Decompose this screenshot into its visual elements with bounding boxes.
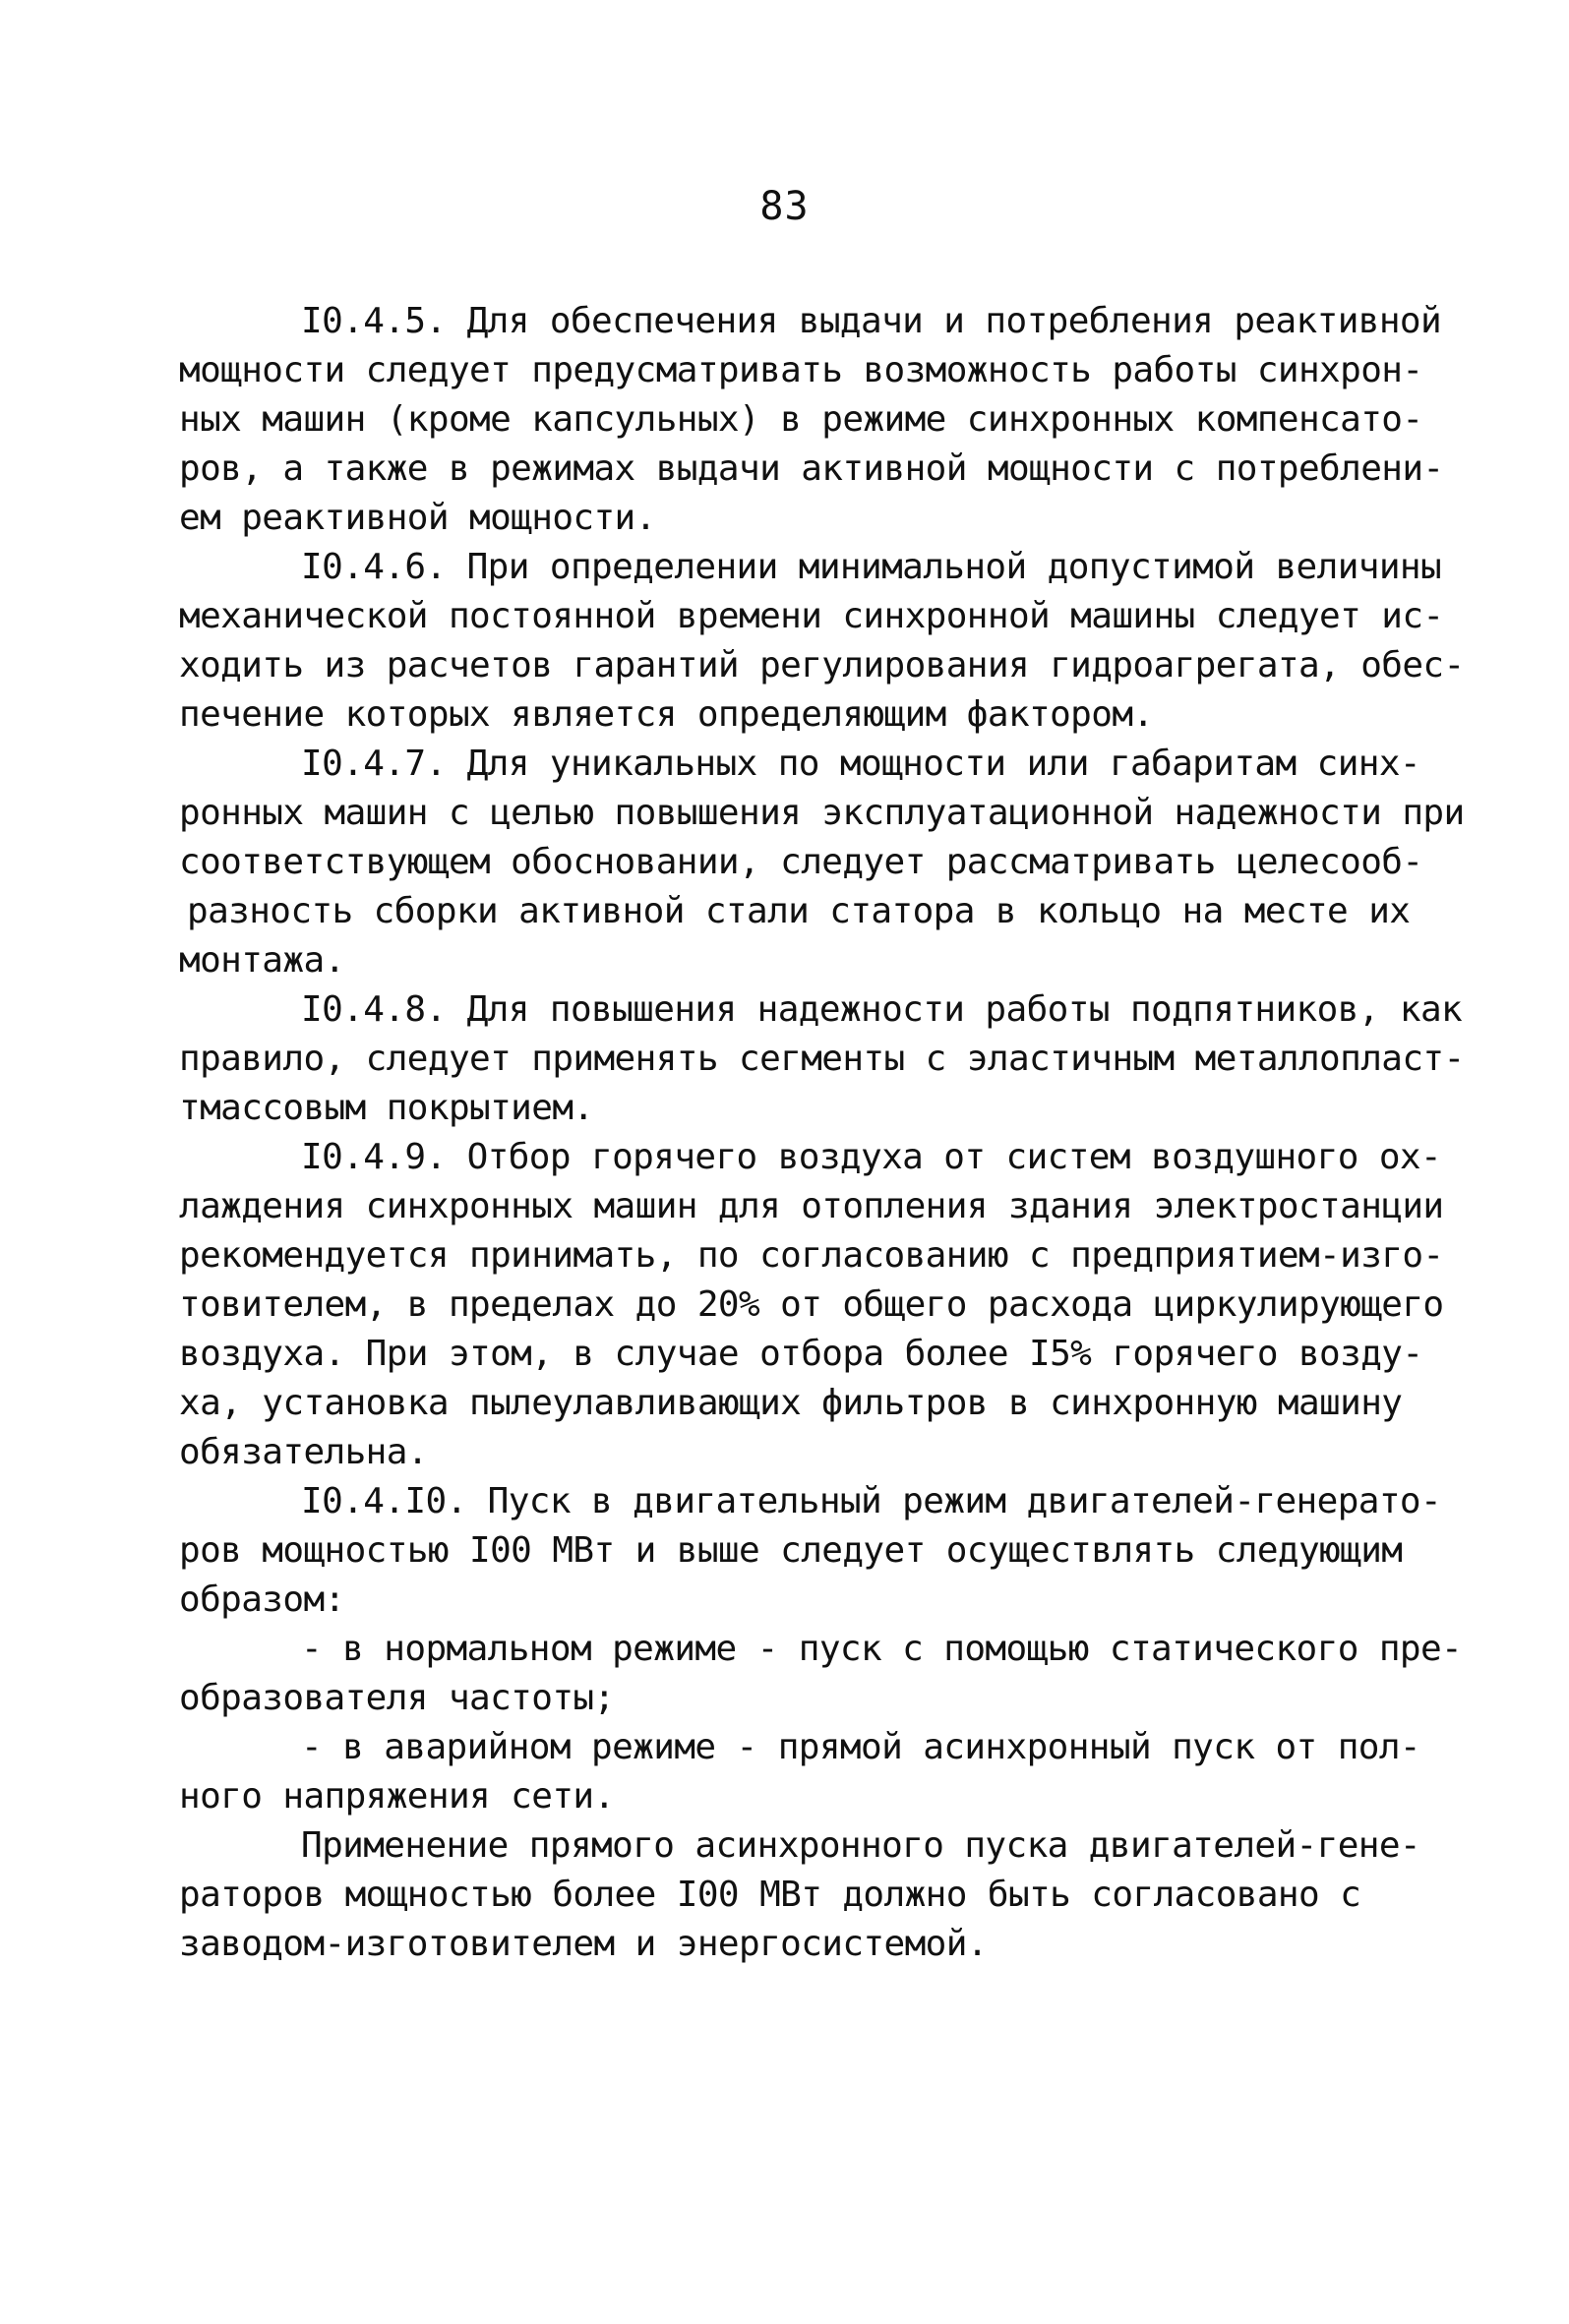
text-line: мощности следует предусматривать возможность работы синхрон- bbox=[179, 350, 1423, 390]
text-line: товителем, в пределах до 20% от общего расхода циркулирующего bbox=[179, 1284, 1444, 1325]
text-line: I0.4.9. Отбор горячего воздуха от систем воздушного ох- bbox=[301, 1137, 1442, 1177]
text-line: обязательна. bbox=[179, 1432, 428, 1472]
text-line: I0.4.8. Для повышения надежности работы подпятников, как bbox=[301, 989, 1463, 1030]
text-line: монтажа. bbox=[179, 940, 345, 981]
text-line: ров мощностью I00 МВт и выше следует осуществлять следующим bbox=[179, 1530, 1403, 1571]
text-line: ем реактивной мощности. bbox=[179, 498, 656, 538]
text-line: раторов мощностью более I00 МВт должно быть согласовано с bbox=[179, 1875, 1361, 1915]
text-line: механической постоянной времени синхронной машины следует ис- bbox=[179, 596, 1444, 636]
text-line: ронных машин с целью повышения эксплуатационной надежности при bbox=[179, 793, 1465, 833]
text-line: - в аварийном режиме - прямой асинхронный пуск от пол- bbox=[301, 1727, 1420, 1767]
text-line: - в нормальном режиме - пуск с помощью статического пре- bbox=[301, 1629, 1463, 1669]
text-line: соответствующем обосновании, следует рассматривать целесооб- bbox=[179, 842, 1423, 882]
document-body bbox=[179, 297, 1465, 1969]
text-line: правило, следует применять сегменты с эластичным металлопласт- bbox=[179, 1039, 1465, 1079]
text-line: разность сборки активной стали статора в кольцо на месте их bbox=[187, 891, 1411, 931]
text-line: I0.4.7. Для уникальных по мощности или габаритам синх- bbox=[301, 744, 1420, 784]
text-line: I0.4.I0. Пуск в двигательный режим двигателей-генерато- bbox=[301, 1481, 1442, 1521]
text-line: образом: bbox=[179, 1579, 345, 1620]
text-line: ха, установка пылеулавливающих фильтров в синхронную машину bbox=[179, 1383, 1403, 1423]
text-line: ных машин (кроме капсульных) в режиме синхронных компенсато- bbox=[179, 399, 1423, 440]
text-line: печение которых является определяющим фактором. bbox=[179, 694, 1154, 735]
text-line: Применение прямого асинхронного пуска двигателей-гене- bbox=[301, 1825, 1420, 1866]
text-line: тмассовым покрытием. bbox=[179, 1088, 594, 1128]
page-number: 83 bbox=[759, 184, 810, 229]
text-line: рекомендуется принимать, по согласованию с предприятием-изго- bbox=[179, 1235, 1444, 1276]
text-line: образователя частоты; bbox=[179, 1678, 615, 1718]
text-line: ров, а также в режимах выдачи активной мощности с потреблени- bbox=[179, 448, 1444, 489]
text-line: I0.4.5. Для обеспечения выдачи и потребления реактивной bbox=[301, 301, 1442, 341]
text-line: лаждения синхронных машин для отопления здания электростанции bbox=[179, 1186, 1444, 1226]
text-line: ходить из расчетов гарантий регулирования гидроагрегата, обес- bbox=[179, 645, 1465, 685]
text-line: ного напряжения сети. bbox=[179, 1776, 615, 1817]
text-line: воздуха. При этом, в случае отбора более I5% горячего возду- bbox=[179, 1334, 1423, 1374]
text-line: I0.4.6. При определении минимальной допустимой величины bbox=[301, 547, 1442, 587]
text-line: заводом-изготовителем и энергосистемой. bbox=[179, 1924, 988, 1964]
